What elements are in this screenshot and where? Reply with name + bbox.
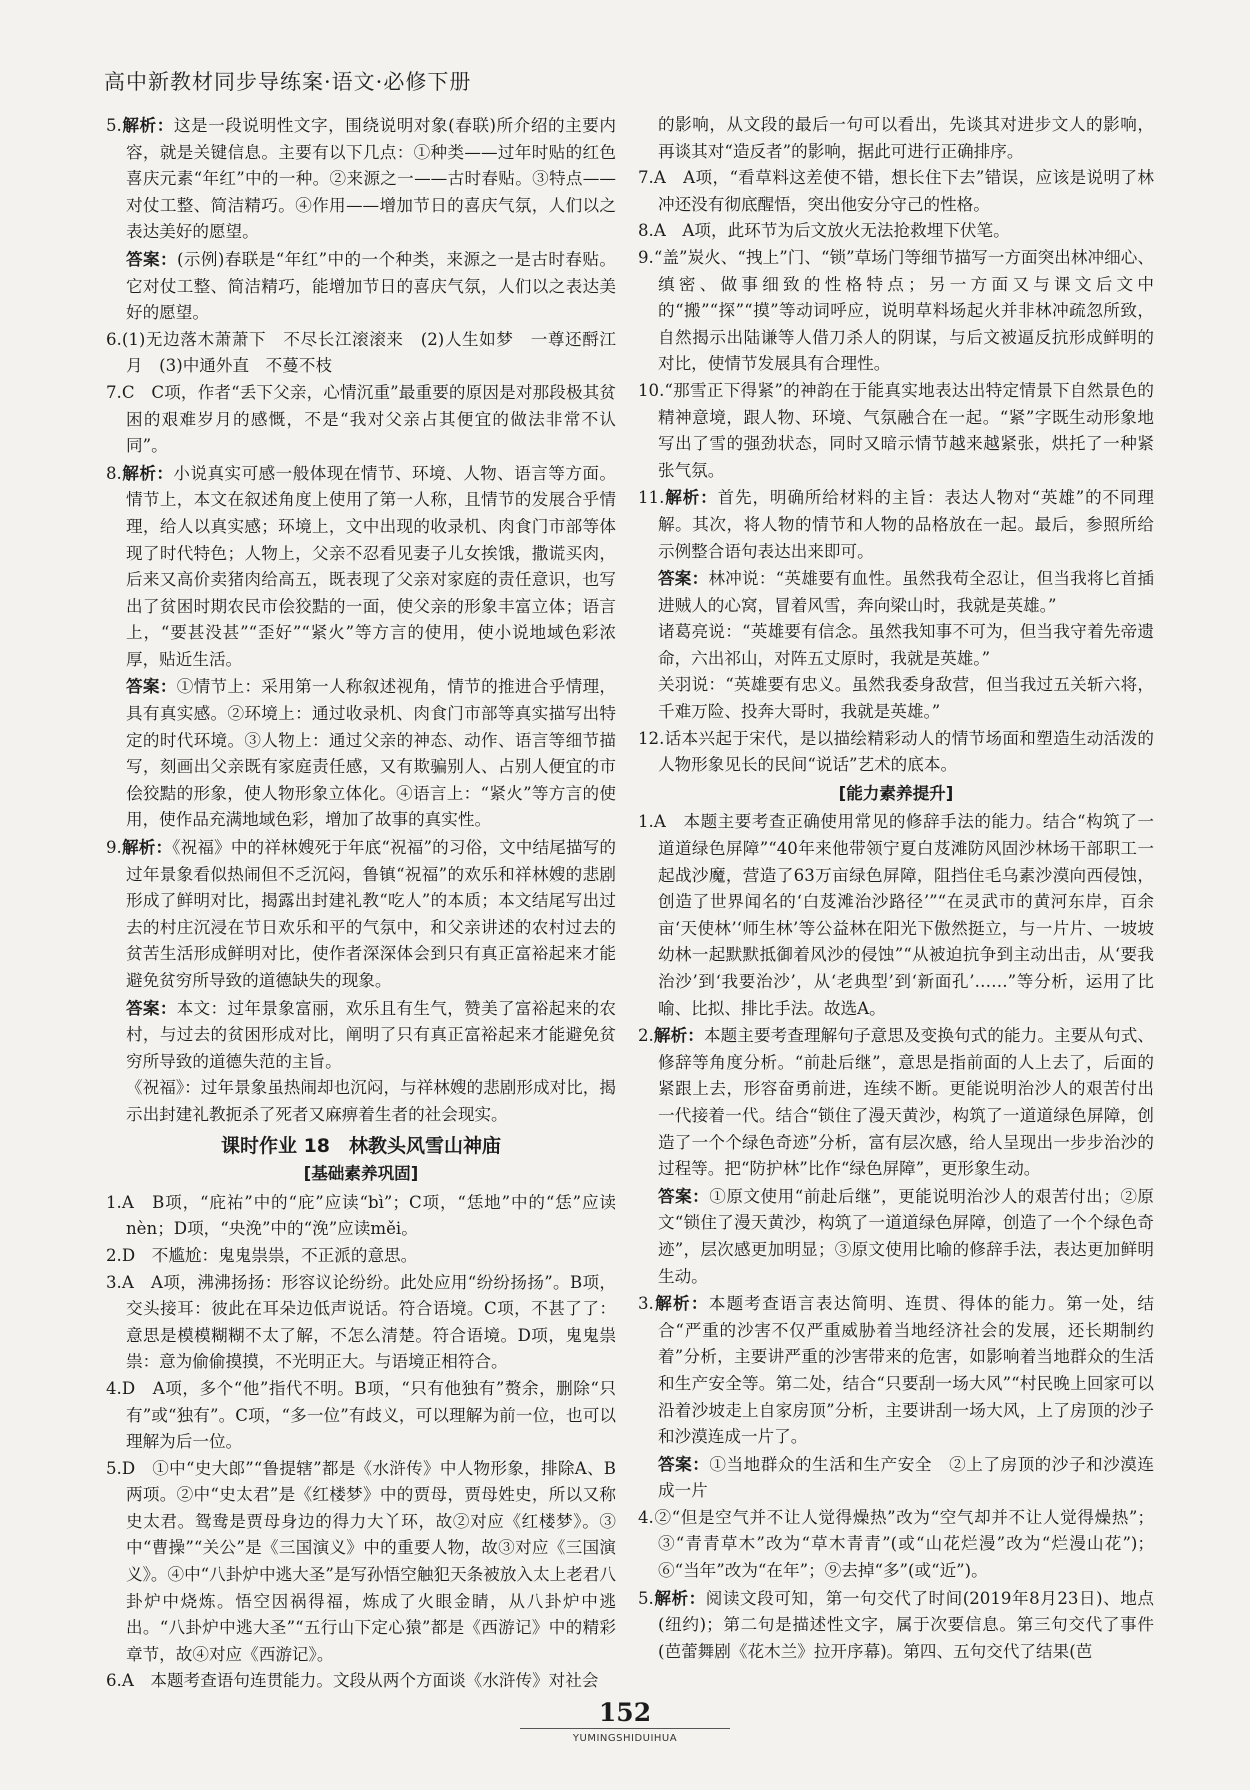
question-answer-item [106,460,616,674]
right-column [638,112,1154,1665]
item-text: 《祝福》中的祥林嫂死于年底“祝福”的习俗，文中结尾描写的过年景象看似热闹但不乏沉闷，鲁镇“祝福”的欢乐和祥林嫂的悲剧形成了鲜明对比，揭露出封建礼教“吃人”的本质；本文结尾写出过去的村庄沉浸在节日欢乐和平的气氛中，和父亲讲述的农村过去的贫苦生活形成鲜明对比，使作者深深体会到只有真正富裕起来才能避免贫穷所导致的道德缺失的现象。 [126,838,617,990]
question-answer-item [638,1290,1154,1451]
question-answer-item [106,380,616,460]
answer-tag: 答案： [126,248,177,269]
question-answer-item [638,378,1154,484]
item-number: 6. [106,329,122,349]
item-text: 小说真实可感一般体现在情节、环境、人物、语言等方面。情节上，本文在叙述角度上使用了第一人称，且情节的发展合乎情理，给人以真实感；环境上，文中出现的收录机、肉食门市部等体现了时代特色；人物上，父亲不忍看见妻子儿女挨饿，撒谎买肉，后来又高价卖猪肉给高五，既表现了父亲对家庭的责任意识，也写出了贫困时期农民市侩狡黠的一面，使父亲的形象丰富立体；语言上，“要甚没甚”“歪好”“紧火”等方言的使用，使小说地域色彩浓厚，贴近生活。 [126,463,617,669]
item-text: A A项，“看草料这差使不错，想长住下去”错误，应该是说明了林冲还没有彻底醒悟，突出他安分守己的性格。 [653,168,1154,214]
item-number: 5. [106,1458,122,1478]
question-answer-item [638,1505,1154,1585]
item-number: 8. [106,463,122,483]
question-answer-item [638,484,1154,565]
item-number: 4. [106,1378,122,1398]
item-text: A 本题主要考查正确使用常见的修辞手法的能力。结合“构筑了一道道绿色屏障”“40年来他带领宁夏白芨滩防风固沙林场干部职工一起战沙魔，营造了63万亩绿色屏障，阻挡住毛乌素沙漠向西侵蚀，创造了世界闻名的‘白芨滩治沙路径’”“在灵武市的黄河东岸，百余亩‘天使林’‘师生林’等公益林在阳光下傲然挺立，与一片片、一坡坡幼林一起默默抵御着风沙的侵蚀”“从被迫抗争到主动出击，从‘要我治沙’到‘我要治沙’，从‘老典型’到‘新面孔’……”等分析，运用了比喻、比拟、排比手法。故选A。 [653,812,1154,1018]
item-text: 话本兴起于宋代，是以描绘精彩动人的情节场面和塑造生动活泼的人物形象见长的民间“说话”艺术的底本。 [658,728,1154,775]
question-answer-item [638,165,1154,218]
page-number: 152 [598,1698,652,1727]
item-text: “盖”炭火、“拽上”门、“锁”草场门等细节描写一方面突出林冲细心、缜密、做事细致的性格特点；另一方面又与课文后文中的“搬”“探”“摸”等动词呼应，说明草料场起火并非林冲疏忽所致，自然揭示出陆谦等人借刀杀人的阴谋，与后文被逼反抗形成鲜明的对比，使情节发展具有合理性。 [653,247,1154,374]
subsection-title: [基础素养巩固] [303,1164,419,1184]
item-number: 9. [106,838,122,858]
question-answer-item [106,834,616,995]
item-text: A B项，“庇祐”中的“庇”应读“bì”；C项，“恁地”中的“恁”应读nèn；D项，“央浼”中的“浼”应读měi。 [121,1192,616,1239]
subsection-title: [能力素养提升] [838,783,954,803]
item-text: (示例)春联是“年红”中的一个种类，来源之一是古时春贴。它对仗工整、简洁精巧，能增加节日的喜庆气氛，人们以之表达美好的愿望。 [126,249,617,323]
item-text: ①当地群众的生活和生产安全 ②上了房顶的沙子和沙漠连成一片 [658,1454,1155,1501]
item-number: 11. [638,488,665,508]
continued-paragraph [638,112,1154,165]
question-answer-item [106,112,616,246]
item-text: 本题主要考查理解句子意思及变换句式的能力。主要从句式、修辞等角度分析。“前赴后继”，意思是指前面的人上去了，后面的紧跟上去，形容奋勇前进，连续不断。更能说明治沙人的艰苦付出一代接着一代。结合“锁住了漫天黄沙，构筑了一道道绿色屏障，创造了一个个绿色奇迹”分析，富有层次感，给人呈现出一步步治沙的过程等。把“防护林”比作“绿色屏障”，更形象生动。 [658,1026,1154,1179]
item-number: 2. [638,1026,654,1046]
item-number: 1. [638,812,654,832]
question-answer-item [638,1022,1154,1183]
item-text: ①原文使用“前赴后继”，更能说明治沙人的艰苦付出；②原文“锁住了漫天黄沙，构筑了一道道绿色屏障，创造了一个个绿色奇迹”，层次感更加明显；③原文使用比喻的修辞手法，表达更加鲜明生动。 [658,1186,1155,1286]
item-text: 阅读文段可知，第一句交代了时间(2019年8月23日)、地点(纽约)；第二句是描述性文字，属于次要信息。第三句交代了事件(芭蕾舞剧《花木兰》拉开序幕)。第四、五句交代了结果(芭 [658,1588,1154,1661]
answer-tag: 解析： [121,462,174,483]
answer-tag: 答案： [126,676,177,697]
question-answer-item [106,1456,616,1669]
item-number: 3. [106,1272,122,1292]
item-text: A 本题考查语句连贯能力。文段从两个方面谈《水浒传》对社会 [121,1671,599,1691]
answer-tag: 答案： [658,568,709,589]
answer-tag: 解析： [664,487,718,508]
question-answer-item [638,218,1154,245]
question-answer-item [638,809,1154,1022]
answer-paragraph [106,995,616,1076]
item-text: D A项，多个“他”指代不明。B项，“只有他独有”赘余，删除“只有”或“独有”。C项，“多一位”有歧义，可以理解为前一位，也可以理解为后一位。 [121,1378,616,1452]
item-text: 诸葛亮说：“英雄要有信念。虽然我知事不可为，但当我守着先帝遗命，六出祁山，对阵五丈原时，我就是英雄。” [658,622,1154,668]
question-answer-item [106,327,616,380]
answer-tag: 解析： [121,115,174,135]
answer-continuation [106,1075,616,1128]
item-text: 林冲说：“英雄要有血性。虽然我苟全忍让，但当我将匕首插进贼人的心窝，冒着风雪，奔向梁山时，我就是英雄。” [658,569,1155,615]
answer-tag: 解析： [653,1025,704,1046]
item-number: 10. [638,380,665,400]
item-number: 1. [106,1192,122,1212]
answer-tag: 答案： [658,1453,710,1474]
answer-tag: 答案： [126,997,177,1018]
item-number: 2. [106,1245,122,1265]
item-text: ①情节上：采用第一人称叙述视角，情节的推进合乎情理，具有真实感。②环境上：通过收录机、肉食门市部等真实描写出特定的时代环境。③人物上：通过父亲的神态、动作、语言等细节描写，刻画出父亲既有家庭责任感，又有欺骗别人、占别人便宜的市侩狡黠的形象，使人物形象立体化。④语言上：“紧火”等方言的使用，使作品充满地域色彩，增加了故事的真实性。 [126,677,617,830]
question-answer-item [106,1376,616,1456]
item-text: 首先，明确所给材料的主旨：表达人物对“英雄”的不同理解。其次，将人物的情节和人物的品格放在一起。最后，参照所给示例整合语句表达出来即可。 [658,488,1155,561]
item-text: 本文：过年景象富丽，欢乐且有生气，赞美了富裕起来的农村，与过去的贫困形成对比，阐明了只有真正富裕起来才能避免贫穷所导致的道德失范的主旨。 [126,998,617,1071]
answer-tag: 解析： [121,837,173,858]
item-text: 关羽说：“英雄要有忠义。虽然我委身敌营，但当我过五关斩六将，千难万险、投奔大哥时，我就是英雄。” [658,675,1154,722]
item-text: A A项，沸沸扬扬：形容议论纷纷。此处应用“纷纷扬扬”。B项，交头接耳：彼此在耳朵边低声说话。符合语境。C项，不甚了了：意思是模模糊糊不太了解，不怎么清楚。符合语境。D项，鬼鬼祟祟：意为偷偷摸摸，不光明正大。与语境正相符合。 [121,1272,616,1372]
item-number: 5. [106,116,122,135]
item-text: D 不尴尬：鬼鬼祟祟，不正派的意思。 [121,1245,418,1265]
answer-paragraph [638,1183,1154,1290]
footer-text: YUMINGSHIDUIHUA [572,1733,678,1744]
left-column [106,112,616,1695]
question-answer-item [106,1668,616,1695]
question-answer-item [638,726,1154,779]
answer-tag: 答案： [658,1185,710,1206]
item-number: 8. [638,221,654,241]
item-number: 7. [638,168,654,188]
answer-paragraph [106,673,616,834]
answer-tag: 解析： [653,1587,706,1608]
answer-continuation [638,619,1154,672]
footer-divider [520,1728,730,1729]
item-number: 12. [638,728,665,748]
item-number: 5. [638,1588,654,1608]
item-text: ②“但是空气并不让人觉得燥热”改为“空气却并不让人觉得燥热”；③“青青草木”改为“草木青青”(或“山花烂漫”改为“烂漫山花”)；⑥“当年”改为“在年”；⑨去掉“多”(或“近”)。 [653,1507,1154,1581]
answer-paragraph [638,1451,1154,1505]
item-number: 6. [106,1671,122,1691]
item-text: C C项，作者“丢下父亲，心情沉重”最重要的原因是对那段极其贫困的艰难岁月的感慨，不是“我对父亲占其便宜的做法非常不认同”。 [121,382,616,456]
item-text: D ①中“史大郎”“鲁提辖”都是《水浒传》中人物形象，排除A、B两项。②中“史太君”是《红楼梦》中的贾母，贾母姓史，所以又称史太君。鸳鸯是贾母身边的得力大丫环，故②对应《红楼梦》。③中“曹操”“关公”是《三国演义》中的重要人物，故③对应《三国演义》。④中“八卦炉中逃大圣”是写孙悟空触犯天条被放入太上老君八卦炉中烧炼。悟空因祸得福，炼成了火眼金睛，从八卦炉中逃出。“八卦炉中逃大圣”“五行山下定心猿”都是《西游记》中的精彩章节，故④对应《西游记》。 [121,1458,616,1664]
question-answer-item [638,245,1154,378]
item-text: (1)无边落木萧萧下 不尽长江滚滚来 (2)人生如梦 一尊还酹江月 (3)中通外直 不蔓不枝 [121,329,616,376]
item-number: 3. [638,1294,654,1314]
running-header: 高中新教材同步导练案·语文·必修下册 [104,70,472,94]
answer-paragraph [106,246,616,327]
item-text: 的影响，从文段的最后一句可以看出，先谈其对进步文人的影响，再谈其对“造反者”的影响，据此可进行正确排序。 [658,115,1154,161]
section-title: 课时作业 18 林教头风雪山神庙 [220,1134,502,1157]
item-number: 7. [106,382,122,402]
answer-continuation [638,672,1154,725]
item-text: 本题考查语言表达简明、连贯、得体的能力。第一处，结合“严重的沙害不仅严重威胁着当地经济社会的发展，还长期制约着”分析，主要讲严重的沙害带来的危害，如影响着当地群众的生活和生产安全等。第二处，结合“只要刮一场大风”“村民晚上回家可以沿着沙坡走上自家房顶”分析，主要讲刮一场大风，上了房顶的沙子和沙漠连成一片了。 [658,1294,1155,1447]
answer-paragraph [638,565,1154,619]
answer-tag: 解析： [653,1293,709,1314]
item-text: 《祝福》：过年景象虽热闹却也沉闷，与祥林嫂的悲剧形成对比，揭示出封建礼教扼杀了死者又麻痹着生者的社会现实。 [126,1078,616,1124]
question-answer-item [638,1585,1154,1666]
item-number: 9. [638,247,654,267]
item-text: A A项，此环节为后文放火无法抢救埋下伏笔。 [653,221,1010,241]
question-answer-item [106,1190,616,1243]
item-text: 这是一段说明性文字，围绕说明对象(春联)所介绍的主要内容，就是关键信息。主要有以下几点：①种类——过年时贴的红色喜庆元素“年红”中的一种。②来源之一——古时春贴。③特点——对仗工整、简洁精巧。④作用——增加节日的喜庆气氛，人们以之表达美好的愿望。 [126,116,617,242]
item-text: “那雪正下得紧”的神韵在于能真实地表达出特定情景下自然景色的精神意境，跟人物、环境、气氛融合在一起。“紧”字既生动形象地写出了雪的强劲状态，同时又暗示情节越来越紧张，烘托了一种紧张气氛。 [658,380,1154,480]
item-number: 4. [638,1507,654,1527]
question-answer-item [106,1270,616,1376]
question-answer-item [106,1243,616,1270]
